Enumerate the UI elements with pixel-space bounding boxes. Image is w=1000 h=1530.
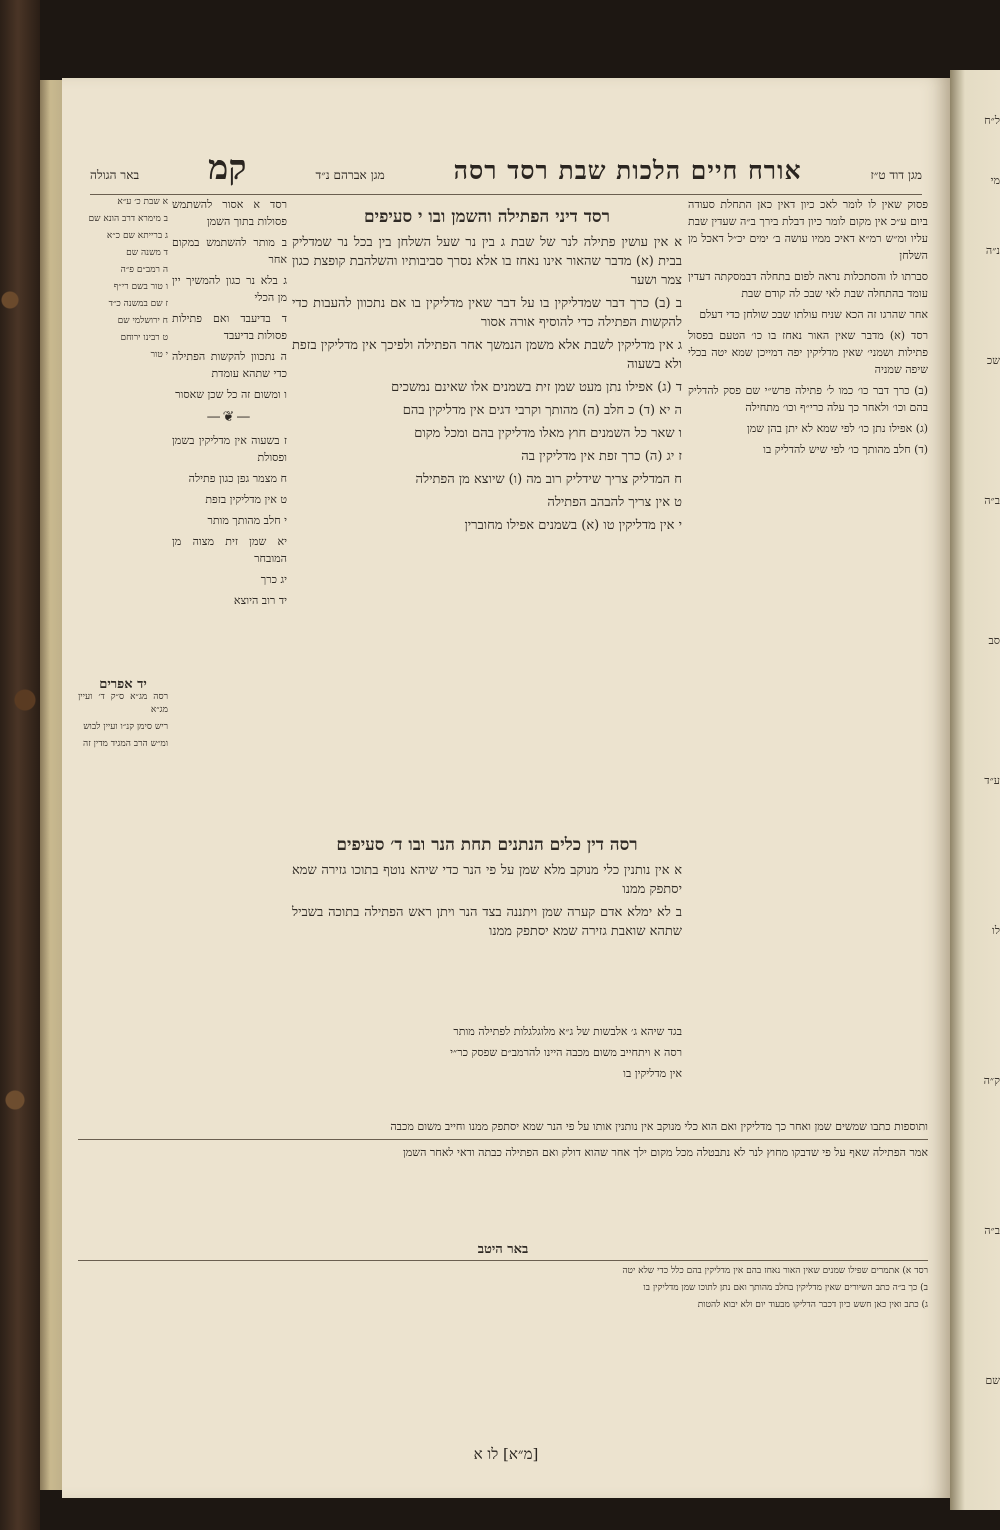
yad-efraim-note: ריש סימן קנ״ו ועיין לבוש	[83, 722, 168, 732]
ma-paragraph: ג בלא נר כגון להמשיך יין מן הכלי	[172, 274, 287, 304]
header-taz: מגן דוד ט״ז	[870, 168, 922, 182]
seif: ב (ב) כרך דבר שמדליקין בו על דבר שאין מדליקין בו אם נתכוון להעבות כדי להקשות הפתילה כדי להוסיף אורה אסור	[292, 296, 682, 330]
taz-paragraph: רסד (א) מדבר שאין האור נאחז בו כו׳ הטעם בפסול פתילות ושמני׳ שאין מדליקין יפה דמייכן שמא יטה בכלי שיפה שמניה	[688, 329, 928, 376]
beer-note: ט רבינו ירוחם	[120, 333, 168, 343]
ma-paragraph: י חלב מהותך מותר	[207, 514, 287, 527]
page-number: קמ	[208, 148, 247, 188]
yad-efraim-note: ומ״ש הרב המגיד מדין זה	[83, 739, 168, 749]
beer-note: ה רמב״ם פ״ה	[120, 265, 168, 275]
page-footer-signature: [מ״א] לו א	[473, 1445, 539, 1463]
facing-page-edge: ל״ח מי נ״ה שכ ב״ה סב ע״ד לו ק״ה ב״ה שם	[950, 70, 1000, 1510]
baer-heitev-note: ב) כך ב״ה כתב השיורים שאין מדליקין בחלב מהותך ואם נתן לתוכו שמן מדליקין בו	[643, 1283, 928, 1293]
baer-heitev-note: ג) כתב ואין כאן חשש כיון דכבר הדליקו מבעוד יום ולא יבוא להטות	[697, 1300, 928, 1310]
lower-middle-block	[292, 1023, 682, 1103]
taz-paragraph: פסוק שאין לו לומר לאכ כיון דאין כאן התחלת סעודה ביום ע״כ אין מקום לומר כיון דבלת בירך ב״ה שעדין שבת עליו ומ״ש רמ״א דאיכ ממיו עושה ב׳ ימים יכ״ל דאכל מן השלחן	[688, 198, 928, 262]
divider-line	[78, 1139, 928, 1140]
beer-note: ב מימרא דרב הונא שם	[88, 214, 168, 224]
seif: ט אין צריך להבהב הפתילה	[547, 495, 682, 510]
seif: י אין מדליקין טו (א) בשמנים אפילו מחוברין	[464, 518, 682, 533]
ma-paragraph: ז בשעוה אין מדליקין בשמן ופסולת	[172, 434, 287, 464]
beer-note: י טור	[150, 350, 168, 360]
beer-note: א שבת כ׳ ע״א	[117, 197, 168, 207]
main-text-column	[292, 202, 682, 722]
taz-paragraph: (ד) חלב מהותך כו׳ לפי שיש להדליק בו	[763, 443, 928, 456]
seif: א אין נותנין כלי מנוקב מלא שמן על פי הנר כדי שיהא נוטף בתוכו גזירה שמא יסתפק ממנו	[292, 863, 682, 897]
ma-paragraph: רסד א אסור להשתמש פסולות בתוך השמן	[172, 198, 287, 228]
lower-paragraph: בגד שיהא ג׳ אלבשות של ג״א מלוגלגלות לפתילה מותר	[453, 1025, 682, 1038]
beer-note: ו טור בשם רי״ף	[113, 282, 168, 292]
lower-paragraph: רסה א ויתחייב משום מכבה היינו להרמב״ם שפסק כר״י	[450, 1046, 682, 1059]
baer-heitev-block	[78, 1243, 928, 1423]
ma-paragraph: ו ומשום זה כל שכן שאסור	[175, 388, 287, 401]
ornament-divider: —❦—	[206, 409, 253, 425]
yad-efraim-column	[78, 678, 168, 908]
ma-paragraph: ט אין מדליקין בזפת	[205, 493, 287, 506]
seif: ח המדליק צריך שידליק רוב מה (ו) שיוצא מן הפתילה	[415, 472, 682, 487]
long-paragraph	[78, 1118, 928, 1228]
taz-paragraph: (ב) כרך דבר כו׳ כמו ל׳ פתילה פרש״י שם פסק להדליק בהם וכו׳ ולאחר כך עלה כרי״ף וכו׳ מתחילה	[688, 384, 928, 414]
taz-paragraph: סברתו לו והסתכלות נראה לפום בתחלה דבמסקתה דעדין עומד בהתחלה שבת לאי שבכ לה קודם שבת	[688, 270, 928, 300]
beer-hagolah-column	[78, 196, 168, 676]
section-title: רסה דין כלים הנתנים תחת הנר ובו ד׳ סעיפים	[336, 835, 638, 855]
baer-heitev-title: באר היטב	[477, 1242, 529, 1257]
ma-paragraph: יד רוב היוצא	[233, 594, 287, 607]
page	[62, 78, 950, 1498]
seif: ו שאר כל השמנים חוץ מאלו מדליקין בהם ומכל מקום	[414, 426, 682, 441]
header-magen-avraham: מגן אברהם נ״ד	[315, 168, 385, 182]
book-cover-marbled	[0, 0, 40, 1530]
taz-column	[688, 196, 928, 1236]
taz-paragraph: (ג) אפילו נתן כו׳ לפי שמא לא יתן בהן שמן	[746, 422, 928, 435]
second-section-column	[292, 830, 682, 1010]
running-header	[90, 148, 922, 195]
seif: ג אין מדליקין לשבת אלא משמן הנמשך אחר הפתילה ולפיכך אין מדליקין בזפת ולא בשעוה	[292, 338, 682, 372]
baer-heitev-note: רסד א) אתמרים שפילו שמנים שאין האור נאחז בהם אין מדליקין בהם כלל כדי שלא יטה	[622, 1266, 928, 1276]
header-title: אורח חיים הלכות שבת רסד רסה	[453, 156, 802, 185]
lower-paragraph: אין מדליקין בו	[623, 1067, 682, 1080]
seif: ז יג (ה) כרך זפת אין מדליקין בה	[521, 449, 682, 464]
beer-note: ח ירושלמי שם	[117, 316, 168, 326]
seif: ב לא ימלא אדם קערה שמן ויתננה בצד הנר ויתן ראש הפתילה בתוכה בשביל שתהא שואבת גזירה שמא יסתפק ממנו	[292, 905, 682, 939]
ma-paragraph: ב מותר להשתמש במקום אחר	[172, 236, 287, 266]
beer-note: ג ברייתא שם כ״א	[106, 231, 168, 241]
ma-paragraph: יא שמן זית מצוה מן המובחר	[172, 535, 287, 565]
beer-note: ד משנה שם	[126, 248, 168, 258]
long-paragraph-text: ותוספות כתבו שמשים שמן ואחר כך מדליקין ואם הוא כלי מנוקב אין נותנין אותו על פי הנר שמא יסתפק ממנו וחייב משום מכבה	[390, 1120, 928, 1133]
header-beer-hagolah: באר הגולה	[90, 168, 140, 182]
seif: ה יא (ד) כ חלב (ה) מהותך וקרבי דגים אין מדליקין בהם	[402, 403, 682, 418]
taz-paragraph: אחר שהרגו זה הכא שניח עולתו שבכ שולחן כדי דעלם	[699, 308, 928, 321]
ma-paragraph: יג כרך	[260, 573, 287, 586]
yad-efraim-note: רסה מג״א ס״ק ד׳ ועיין מג״א	[78, 692, 168, 715]
ma-paragraph: ד בדיעבד ואם פתילות פסולות בדיעבד	[172, 312, 287, 342]
ma-paragraph: ה נתכוון להקשות הפתילה כדי שתהא עומדת	[172, 350, 287, 380]
ma-paragraph: ח מצמר גפן כגון פתילה	[188, 472, 287, 485]
beer-note: ז שם במשנה כ״ד	[108, 299, 168, 309]
yad-efraim-title: יד אפרים	[99, 677, 147, 692]
full-width-text: אמר הפתילה שאף על פי שדבקו מחוץ לנר לא נתבטלה מכל מקום ילך אחר שהוא דולק ואם הפתילה כבתה ודאי לאחר השמן	[402, 1146, 928, 1159]
magen-avraham-column	[172, 196, 287, 1016]
seif: א אין עושין פתילה לנר של שבת ג בין נר שעל השלחן בין בכל נר שמדליק בבית (א) מדבר שהאור אינו נאחז בו אלא נסרך סביבותיו והשלהבת קופצת כגון צמר ושער	[292, 235, 682, 288]
divider-line	[78, 1260, 928, 1261]
seif: ד (ג) אפילו נתן מעט שמן זית בשמנים אלו שאינם נמשכים	[391, 380, 682, 395]
section-title: רסד דיני הפתילה והשמן ובו י סעיפים	[364, 207, 610, 227]
